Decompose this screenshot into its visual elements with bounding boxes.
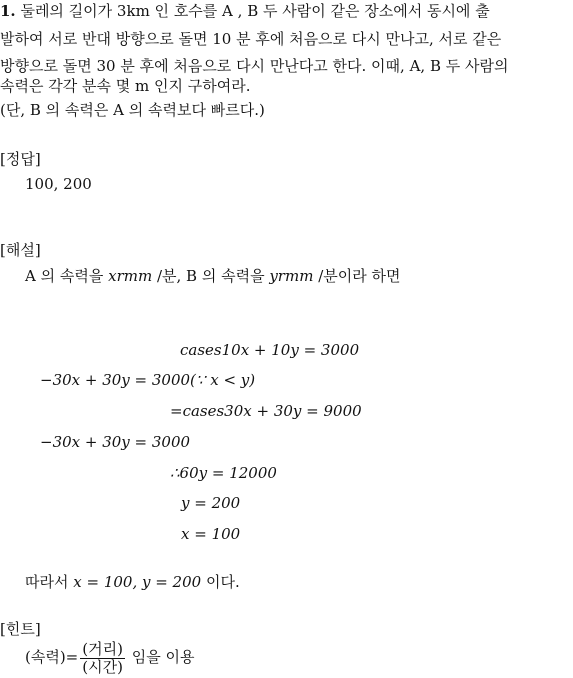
intro-var-x: xrmm [108, 267, 153, 285]
conclusion-text-b: 이다. [201, 573, 240, 591]
hint-numerator: (거리) [82, 639, 123, 658]
equation-5: ∴60y = 12000 [170, 464, 277, 482]
intro-text-c: /분이라 하면 [313, 267, 401, 285]
conclusion-text-a: 따라서 [25, 573, 74, 591]
answer-value: 100, 200 [25, 175, 92, 193]
hint-formula [25, 638, 194, 676]
intro-var-y: yrmm [269, 267, 314, 285]
hint-heading: [힌트] [0, 620, 41, 638]
hint-lhs: (속력)= [25, 648, 79, 666]
intro-text-a: A 의 속력을 [25, 267, 109, 285]
problem-line-1 [0, 1, 490, 21]
problem-text-3: 방향으로 돌면 30 분 후에 처음으로 다시 만난다고 한다. 이때, A, B 두 사람의 [0, 57, 509, 75]
problem-number: 1. [0, 2, 16, 20]
equation-1: cases10x + 10y = 3000 [180, 341, 360, 359]
problem-condition: (단, B 의 속력은 A 의 속력보다 빠르다.) [0, 101, 265, 119]
answer-heading: [정답] [0, 150, 41, 168]
hint-fraction [80, 641, 125, 676]
equation-6: y = 200 [181, 494, 241, 512]
hint-denominator: (시간) [82, 657, 123, 676]
hint-tail: 임을 이용 [126, 648, 195, 666]
equation-2: −30x + 30y = 3000(∵ x < y) [40, 371, 256, 389]
explanation-intro [25, 266, 400, 286]
conclusion-math: x = 100, y = 200 [73, 573, 202, 591]
problem-text-4: 속력은 각각 분속 몇 m 인지 구하여라. [0, 77, 251, 95]
equation-7: x = 100 [181, 525, 241, 543]
intro-text-b: /분, B 의 속력을 [152, 267, 270, 285]
equation-3: =cases30x + 30y = 9000 [170, 402, 362, 420]
problem-text-2: 발하여 서로 반대 방향으로 돌면 10 분 후에 처음으로 다시 만나고, 서로 같은 [0, 30, 502, 48]
explanation-heading: [해설] [0, 241, 41, 259]
problem-text-1: 둘레의 길이가 3km 인 호수를 A , B 두 사람이 같은 장소에서 동시에 출 [20, 2, 490, 20]
equation-4: −30x + 30y = 3000 [40, 433, 191, 451]
conclusion [25, 572, 240, 592]
